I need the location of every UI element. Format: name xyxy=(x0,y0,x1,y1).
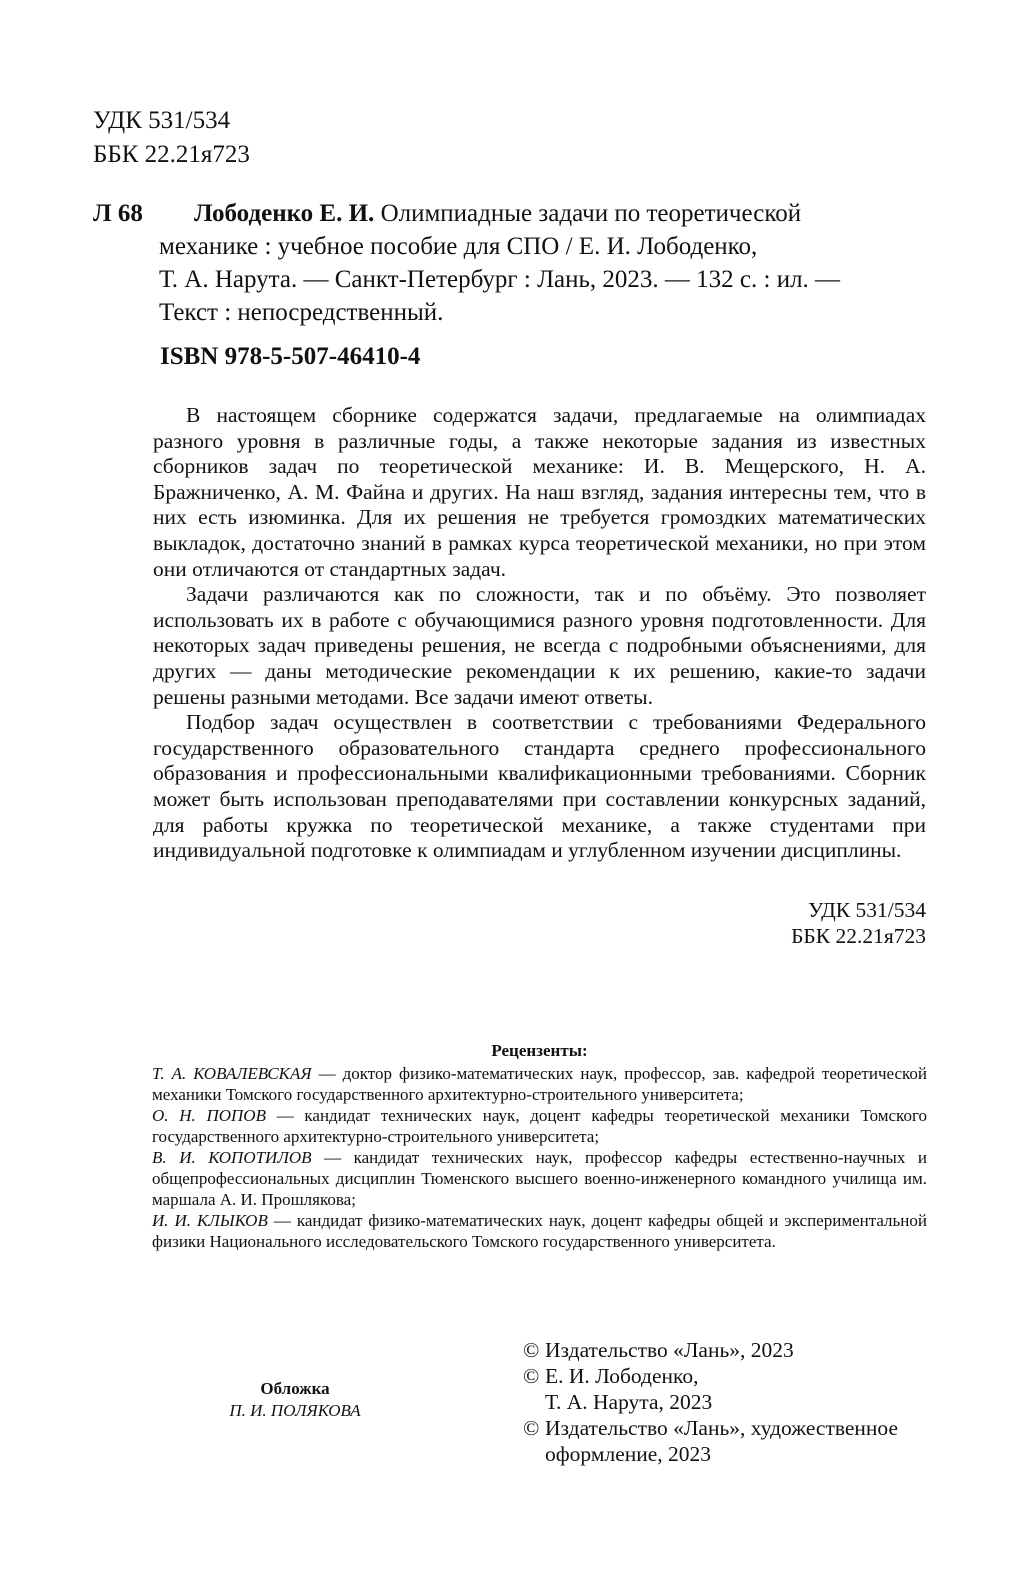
author-name: Лободенко Е. И. xyxy=(194,200,375,227)
title-start: Олимпиадные задачи по теоретической xyxy=(380,200,802,227)
title-line-4: Текст : непосредственный. xyxy=(159,299,444,326)
reviewer-name: И. И. КЛЫКОВ xyxy=(152,1211,268,1230)
reviewers xyxy=(152,1040,927,1252)
reviewer-description: — доктор физико-математических наук, профессор, зав. кафедрой теоретической механики Томского государственного архитектурно-строительного университета; xyxy=(152,1064,927,1104)
copyright-text: Издательство «Лань», 2023 xyxy=(545,1338,794,1362)
title-line-2: механике : учебное пособие для СПО / Е. И. Лободенко, xyxy=(159,233,758,260)
reviewer-entry xyxy=(152,1210,927,1252)
bbk-code: ББК 22.21я723 xyxy=(93,141,250,168)
annotation-paragraph: Задачи различаются как по сложности, так и по объёму. Это позволяет использовать их в работе с обучающимися разного уровня подготовленности. Для некоторых задач приведены решения, не всегда с подробными объяснениями, для других — даны методические рекомендации к их решению, какие-то задачи решены разными методами. Все задачи имеют ответы. xyxy=(153,582,926,709)
copyright-line xyxy=(523,1363,898,1415)
copyright-symbol: © xyxy=(523,1416,540,1440)
title-line-3: Т. А. Нарута. — Санкт-Петербург : Лань, 2023. — 132 с. : ил. — xyxy=(159,266,841,293)
reviewer-description: — кандидат технических наук, доцент кафедры теоретической механики Томского государственного архитектурно-строительного университета; xyxy=(152,1106,927,1146)
reviewer-entry xyxy=(152,1105,927,1147)
copyright-line xyxy=(523,1337,898,1363)
copyright-symbol: © xyxy=(523,1364,540,1388)
copyright-text: Издательство «Лань», художественное оформление, 2023 xyxy=(545,1416,898,1466)
cover-credit xyxy=(215,1378,375,1422)
copyright-line xyxy=(523,1415,898,1467)
reviewer-description: — кандидат технических наук, профессор кафедры естественно-научных и общепрофессиональных дисциплин Тюменского высшего военно-инженерного командного училища им. маршала А. И. Прошлякова; xyxy=(152,1148,928,1209)
bibliographic-description xyxy=(159,197,928,329)
catalog-entry xyxy=(93,197,928,329)
isbn: ISBN 978-5-507-46410-4 xyxy=(160,343,421,370)
reviewer-name: О. Н. ПОПОВ xyxy=(152,1106,266,1125)
copyright-block xyxy=(523,1337,898,1467)
cover-artist: П. И. ПОЛЯКОВА xyxy=(229,1401,361,1420)
copyright-text: Е. И. Лободенко, Т. А. Нарута, 2023 xyxy=(545,1364,713,1414)
reviewer-entry xyxy=(152,1063,927,1105)
reviewer-description: — кандидат физико-математических наук, доцент кафедры общей и экспериментальной физики Национального исследовательского Томского государственного университета. xyxy=(152,1211,927,1251)
reviewer-name: В. И. КОПОТИЛОВ xyxy=(152,1148,312,1167)
cover-label: Обложка xyxy=(260,1379,330,1398)
reviewer-entry xyxy=(152,1147,927,1210)
annotation-paragraph: В настоящем сборнике содержатся задачи, предлагаемые на олимпиадах разного уровня в различные годы, а также некоторые задания из известных сборников задач по теоретической механике: И. В. Мещерского, Н. А. Бражниченко, А. М. Файна и других. На наш взгляд, задания интересны тем, что в них есть изюминка. Для их решения не требуется громоздких математических выкладок, достаточно знаний в рамках курса теоретической механики, но при этом они отличаются от стандартных задач. xyxy=(153,403,926,581)
udk-code: УДК 531/534 xyxy=(808,898,926,922)
bbk-code: ББК 22.21я723 xyxy=(791,923,926,948)
udk-block-top xyxy=(93,104,250,172)
udk-code: УДК 531/534 xyxy=(93,107,231,134)
udk-block-bottom xyxy=(791,898,926,949)
reviewer-name: Т. А. КОВАЛЕВСКАЯ xyxy=(152,1064,312,1083)
annotation-paragraph: Подбор задач осуществлен в соответствии с требованиями Федерального государственного образовательного стандарта среднего профессионального образования и профессиональными квалификационными требованиями. Сборник может быть использован преподавателями при составлении конкурсных заданий, для работы кружка по теоретической механике, а также студентами при индивидуальной подготовке к олимпиадам и углубленном изучении дисциплины. xyxy=(153,710,926,863)
copyright-symbol: © xyxy=(523,1338,540,1362)
reviewers-title: Рецензенты: xyxy=(491,1041,588,1060)
author-sign: Л 68 xyxy=(93,200,143,227)
annotation xyxy=(153,403,926,864)
